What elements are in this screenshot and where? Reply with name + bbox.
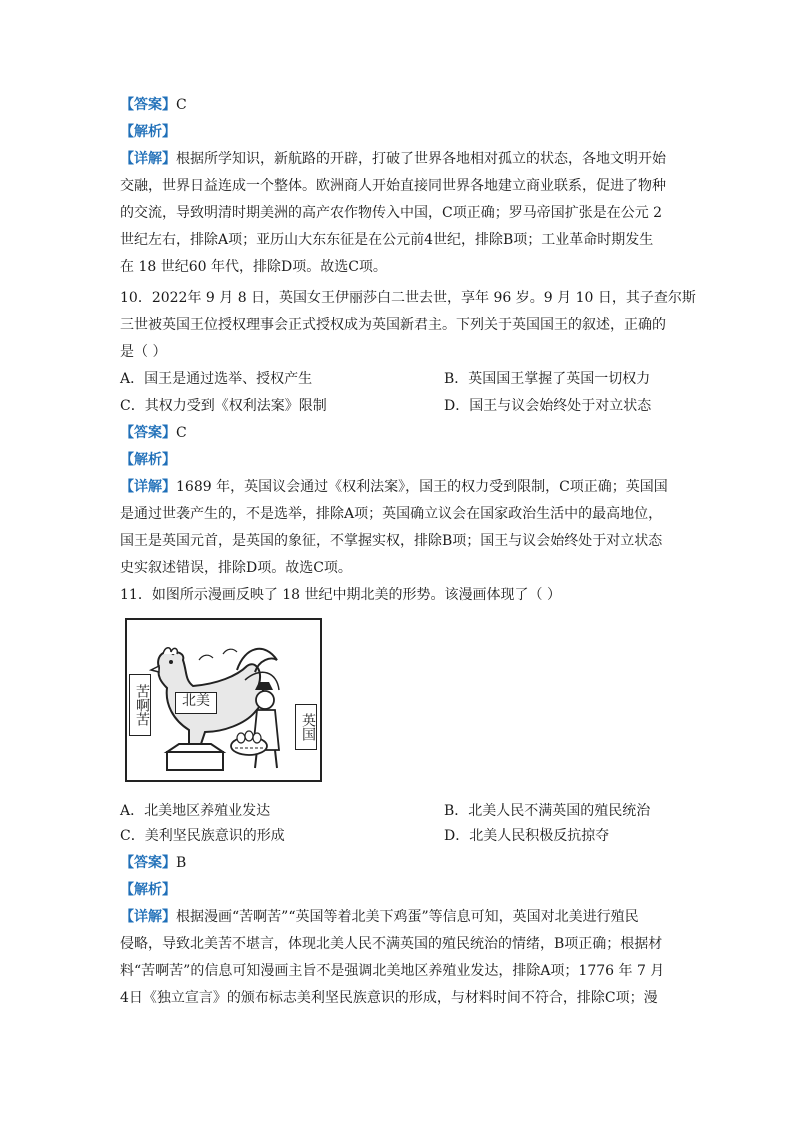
q10-detail-line-1: [120, 478, 680, 496]
egg: [237, 733, 245, 743]
q9-detail-line-2: 交融，世界日益连成一个整体。欧洲商人开始直接同世界各地建立商业联系，促进了物种: [120, 178, 666, 194]
egg: [253, 733, 261, 743]
q10-option-d: D．国王与议会始终处于对立状态: [444, 398, 652, 414]
hen-comb: [163, 648, 177, 654]
answer-value: C: [176, 97, 187, 113]
q11-detail-line-3: 料“苦啊苦”的信息可知漫画主旨不是强调北美地区养殖业发达，排除A项；1776 年 7 月: [120, 963, 665, 979]
q11-answer-line: [120, 854, 680, 872]
q9-detail-line-3: 的交流，导致明清时期美洲的高产农作物传入中国，C项正确；罗马帝国扩张是在公元 2: [120, 205, 663, 221]
cartoon-figure: [125, 618, 322, 782]
q11-detail-line-4: 4日《独立宣言》的颁布标志美利坚民族意识的形成，与材料时间不符合，排除C项；漫: [120, 990, 658, 1006]
q9-detail-line-5: 在 18 世纪60 年代，排除D项。故选C项。: [120, 259, 387, 275]
label-north-america: 北美: [175, 692, 217, 714]
motion-line: [223, 649, 237, 654]
q11-option-c: C．美利坚民族意识的形成: [120, 828, 285, 844]
analysis-tag: 【解析】: [120, 124, 176, 140]
q10-detail-line-4: 史实叙述错误，排除D项。故选C项。: [120, 560, 352, 576]
q10-stem-line-1: 10．2022年 9 月 8 日，英国女王伊丽莎白二世去世，享年 96 岁。9 月 10 日，其子查尔斯: [120, 290, 696, 306]
pedestal-top: [167, 744, 223, 752]
hen-beak: [151, 666, 159, 672]
answer-tag: 【答案】: [120, 855, 176, 871]
detail-text: 根据所学知识，新航路的开辟，打破了世界各地相对孤立的状态，各地文明开始: [176, 151, 666, 167]
detail-tag: 【详解】: [120, 151, 176, 167]
detail-tag: 【详解】: [120, 909, 176, 925]
analysis-tag: 【解析】: [120, 452, 176, 468]
q10-stem-line-2: 三世被英国王位授权理事会正式授权成为英国新君主。下列关于英国国王的叙述，正确的: [120, 317, 666, 333]
pedestal: [167, 752, 223, 770]
q10-option-b: B．英国国王掌握了英国一切权力: [444, 371, 651, 387]
q10-analysis-line: [120, 451, 680, 469]
q11-detail-line-2: 侵略，导致北美苦不堪言，体现北美人民不满英国的殖民统治的情绪，B项正确；根据材: [120, 936, 663, 952]
q10-option-c: C．其权力受到《权利法案》限制: [120, 398, 327, 414]
answer-tag: 【答案】: [120, 97, 176, 113]
egg: [245, 731, 253, 741]
label-britain: 英国: [295, 704, 317, 750]
q9-answer-line: [120, 96, 680, 114]
man-head: [256, 691, 274, 709]
detail-text: 根据漫画“苦啊苦”“英国等着北美下鸡蛋”等信息可知，英国对北美进行殖民: [176, 909, 639, 925]
q11-option-a: A．北美地区养殖业发达: [120, 803, 271, 819]
analysis-tag: 【解析】: [120, 882, 176, 898]
q10-detail-line-2: 是通过世袭产生的，不是选举，排除A项；英国确立议会在国家政治生活中的最高地位，: [120, 506, 663, 522]
q10-option-a: A．国王是通过选举、授权产生: [120, 371, 313, 387]
answer-value: C: [176, 425, 187, 441]
q11-option-b: B．北美人民不满英国的殖民统治: [444, 803, 651, 819]
answer-value: B: [176, 855, 187, 871]
answer-tag: 【答案】: [120, 425, 176, 441]
cartoon-drawing: [127, 620, 320, 780]
q10-answer-line: [120, 424, 680, 442]
hen-eye: [169, 660, 173, 664]
q11-detail-line-1: [120, 908, 680, 926]
detail-text: 1689 年，英国议会通过《权利法案》，国王的权力受到限制，C项正确；英国国: [176, 479, 668, 495]
q10-stem-line-3: 是（ ）: [120, 344, 167, 360]
motion-line: [199, 655, 213, 660]
q11-analysis-line: [120, 881, 680, 899]
q9-detail-line-1: [120, 150, 680, 168]
q11-option-d: D．北美人民积极反抗掠夺: [444, 828, 610, 844]
q10-detail-line-3: 国王是英国元首，是英国的象征，不掌握实权，排除B项；国王与议会始终处于对立状态: [120, 533, 663, 549]
q9-analysis-line: [120, 123, 680, 141]
detail-tag: 【详解】: [120, 479, 176, 495]
label-bitter: 苦啊苦: [129, 674, 151, 736]
q9-detail-line-4: 世纪左右，排除A项；亚历山大东东征是在公元前4世纪，排除B项；工业革命时期发生: [120, 232, 654, 248]
q11-stem: 11．如图所示漫画反映了 18 世纪中期北美的形势。该漫画体现了（ ）: [120, 587, 561, 603]
